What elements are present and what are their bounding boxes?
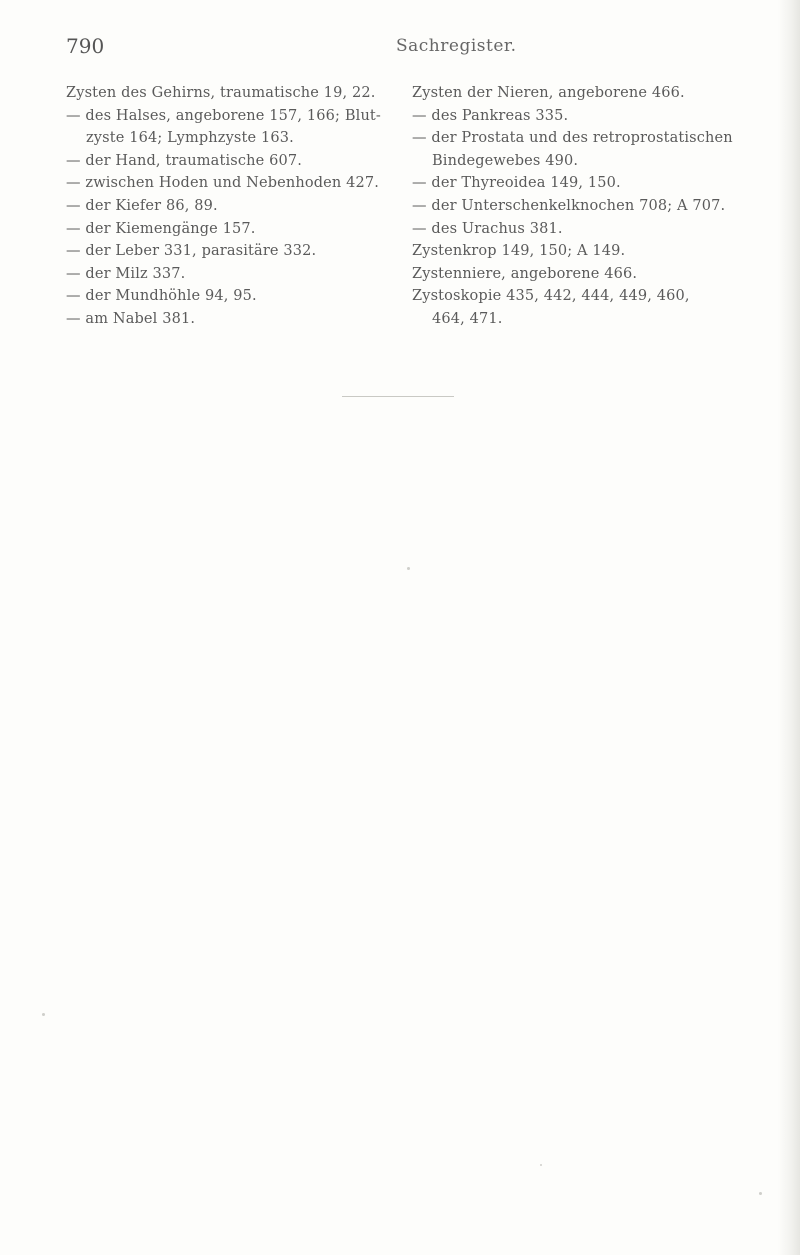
entry-text: Zysten des Gehirns, traumatische 19, 22.: [66, 85, 376, 101]
entry-text: — des Halses, angeborene 157, 166; Blut-: [66, 107, 381, 124]
index-entry: [66, 308, 396, 331]
index-column-right: [412, 82, 784, 331]
entry-text: — des Pankreas 335.: [412, 107, 569, 124]
entry-text: — der Milz 337.: [66, 265, 186, 282]
index-entry: [412, 195, 784, 218]
index-entry: [66, 105, 396, 150]
page-number: 790: [66, 34, 105, 58]
entry-text: — zwischen Hoden und Nebenhoden 427.: [66, 175, 380, 192]
index-entry: [66, 218, 396, 241]
paper-speck: [42, 1013, 45, 1016]
index-entry: [66, 240, 396, 263]
entry-text: — der Prostata und des retroprostatischen: [412, 130, 733, 147]
index-entry: [66, 195, 396, 218]
index-entry: [66, 82, 396, 105]
index-entry: [412, 82, 784, 105]
entry-text: Zystenniere, angeborene 466.: [412, 265, 638, 282]
entry-text: — der Kiefer 86, 89.: [66, 197, 218, 214]
paper-speck: [540, 1164, 542, 1166]
index-entry: [66, 150, 396, 173]
index-entry: [66, 285, 396, 308]
entry-text: — der Leber 331, parasitäre 332.: [66, 243, 317, 260]
entry-text: — des Urachus 381.: [412, 220, 563, 237]
index-entry: [412, 263, 784, 286]
entry-text: — der Unterschenkelknochen 708; A 707.: [412, 197, 726, 214]
index-entry: [412, 285, 784, 330]
index-entry: [412, 218, 784, 241]
entry-text: — am Nabel 381.: [66, 310, 196, 327]
entry-text: Zystoskopie 435, 442, 444, 449, 460,: [412, 288, 690, 305]
entry-continuation: 464, 471.: [432, 310, 503, 327]
running-title: Sachregister.: [396, 36, 517, 56]
entry-text: Zysten der Nieren, angeborene 466.: [412, 85, 685, 101]
index-entry: [412, 127, 784, 172]
index-column-left: [66, 82, 396, 331]
index-entry: [66, 263, 396, 286]
paper-speck: [759, 1192, 762, 1195]
entry-text: — der Hand, traumatische 607.: [66, 152, 302, 169]
entry-text: Zystenkrop 149, 150; A 149.: [412, 243, 626, 260]
index-entry: [412, 172, 784, 195]
entry-continuation: Bindegewebes 490.: [432, 152, 579, 169]
index-entry: [66, 172, 396, 195]
entry-continuation: zyste 164; Lymphzyste 163.: [86, 130, 294, 147]
index-entry: [412, 240, 784, 263]
entry-text: — der Thyreoidea 149, 150.: [412, 175, 621, 192]
index-entry: [412, 105, 784, 128]
page-header: [66, 34, 756, 62]
paper-speck: [407, 567, 410, 570]
entry-text: — der Kiemengänge 157.: [66, 220, 256, 237]
entry-text: — der Mundhöhle 94, 95.: [66, 288, 257, 305]
end-rule: [342, 396, 454, 397]
